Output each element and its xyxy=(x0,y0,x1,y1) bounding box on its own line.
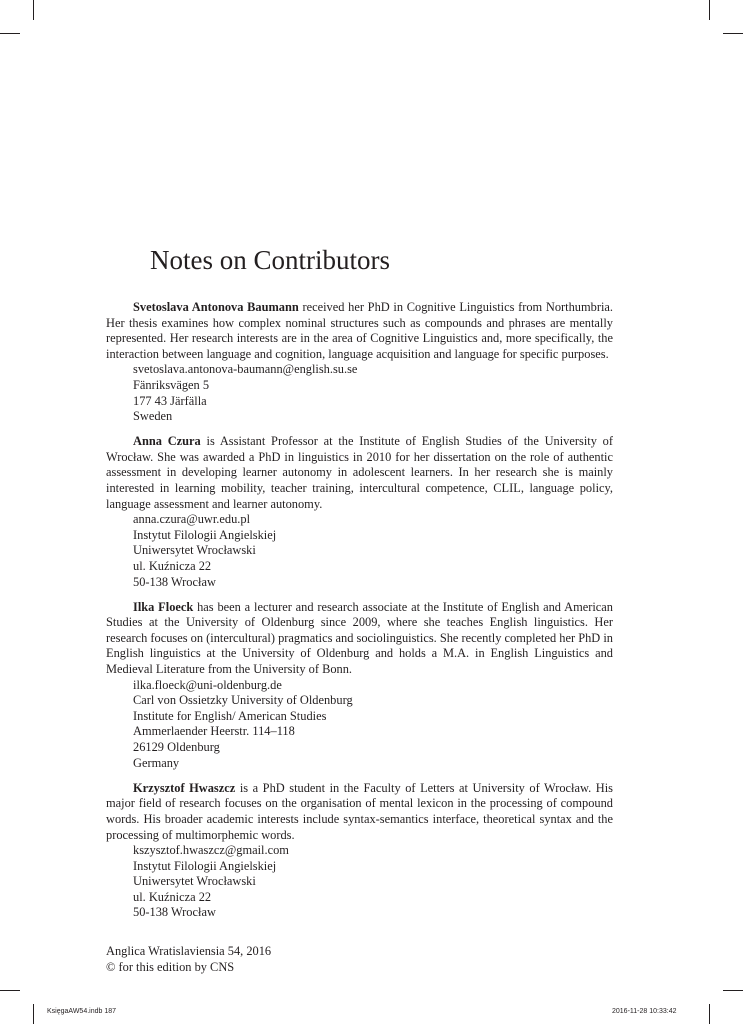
address-line: Ammerlaender Heerstr. 114–118 xyxy=(133,724,295,739)
address-line: Fänriksvägen 5 xyxy=(133,377,210,392)
address-line: Germany xyxy=(133,755,180,770)
page-title: Notes on Contributors xyxy=(150,245,390,275)
address-line: 50-138 Wrocław xyxy=(133,905,216,920)
contributor-bio xyxy=(106,300,613,362)
journal-citation: Anglica Wratislaviensia 54, 2016 xyxy=(106,944,272,958)
contributor-name: Svetoslava Antonova Baumann xyxy=(133,300,299,314)
contributor-entry xyxy=(106,300,613,425)
contributor-list xyxy=(106,300,613,931)
address-line: Instytut Filologii Angielskiej xyxy=(133,527,277,542)
bio-text: has been a lecturer and research associate at the Institute of English and American Studies at the University of Oldenburg since 2009, where she teaches English linguistics. Her research focuses on (intercultural) pragmatics and sociolinguistics. She recently completed her PhD in English linguistics at the University of Oldenburg and holds a M.A. in English Linguistics and Medieval Literature from the University of Bonn. xyxy=(106,599,613,677)
address-line: 50-138 Wrocław xyxy=(133,574,216,589)
address-line: Uniwersytet Wrocławski xyxy=(133,874,256,889)
address-line: Uniwersytet Wrocławski xyxy=(133,543,256,558)
contributor-bio xyxy=(106,781,613,843)
address-line: Institute for English/ American Studies xyxy=(133,708,327,723)
contributor-bio xyxy=(106,600,613,678)
copyright-notice: © for this edition by CNS xyxy=(106,959,235,974)
bio-text: received her PhD in Cognitive Linguistics from Northumbria. Her thesis examines how complex nominal structures such as compounds and phrases are mentally represented. Her research interests are in the area of Cognitive Linguistics and, more specifically, the interaction between language and cognition, language acquisition and language for specific purposes. xyxy=(106,300,613,361)
address-line: ul. Kuźnicza 22 xyxy=(133,889,212,904)
address-line: Instytut Filologii Angielskiej xyxy=(133,858,277,873)
contributor-address xyxy=(133,362,613,424)
crop-mark xyxy=(723,990,743,991)
printer-slug-timestamp: 2016-11-28 10:33:42 xyxy=(612,1008,677,1015)
address-line: Carl von Ossietzky University of Oldenburg xyxy=(133,693,353,708)
contributor-entry xyxy=(106,600,613,772)
contributor-name: Krzysztof Hwaszcz xyxy=(133,780,236,795)
crop-mark xyxy=(33,1004,34,1024)
address-line: 177 43 Järfälla xyxy=(133,393,207,408)
printer-slug-file: KsięgaAW54.indb 187 xyxy=(47,1008,117,1015)
crop-mark xyxy=(709,1004,710,1024)
email-address: ilka.floeck@uni-oldenburg.de xyxy=(133,677,282,692)
bio-text: is a PhD student in the Faculty of Letters at University of Wrocław. His major field of research focuses on the organisation of mental lexicon in the processing of compound words. His broader academic interests include syntax-semantics interface, theoretical syntax and the processing of multimorphemic words. xyxy=(106,780,613,842)
email-address: svetoslava.antonova-baumann@english.su.se xyxy=(133,362,358,377)
crop-mark xyxy=(0,33,20,34)
bio-text: is Assistant Professor at the Institute of English Studies of the University of Wrocław. She was awarded a PhD in linguistics in 2010 for her dissertation on the role of authentic assessment in developing learner autonomy in adolescent learners. In her research she is mainly interested in learning mobility, teacher training, intercultural competence, CLIL, language policy, language assessment and learner autonomy. xyxy=(106,434,613,511)
crop-mark xyxy=(33,0,34,20)
crop-mark xyxy=(709,0,710,20)
contributor-address xyxy=(133,512,613,590)
contributor-entry xyxy=(106,434,613,590)
contributor-name: Ilka Floeck xyxy=(133,599,194,614)
contributor-name: Anna Czura xyxy=(133,434,201,449)
crop-mark xyxy=(723,33,743,34)
contributor-address xyxy=(133,678,613,772)
email-address: kszysztof.hwaszcz@gmail.com xyxy=(133,843,289,858)
address-line: 26129 Oldenburg xyxy=(133,740,220,755)
contributor-bio xyxy=(106,434,613,512)
page-footer xyxy=(106,944,271,975)
contributor-entry xyxy=(106,781,613,921)
contributor-address xyxy=(133,843,613,921)
crop-mark xyxy=(0,990,20,991)
address-line: Sweden xyxy=(133,409,173,424)
address-line: ul. Kuźnicza 22 xyxy=(133,559,212,573)
email-address: anna.czura@uwr.edu.pl xyxy=(133,512,251,527)
